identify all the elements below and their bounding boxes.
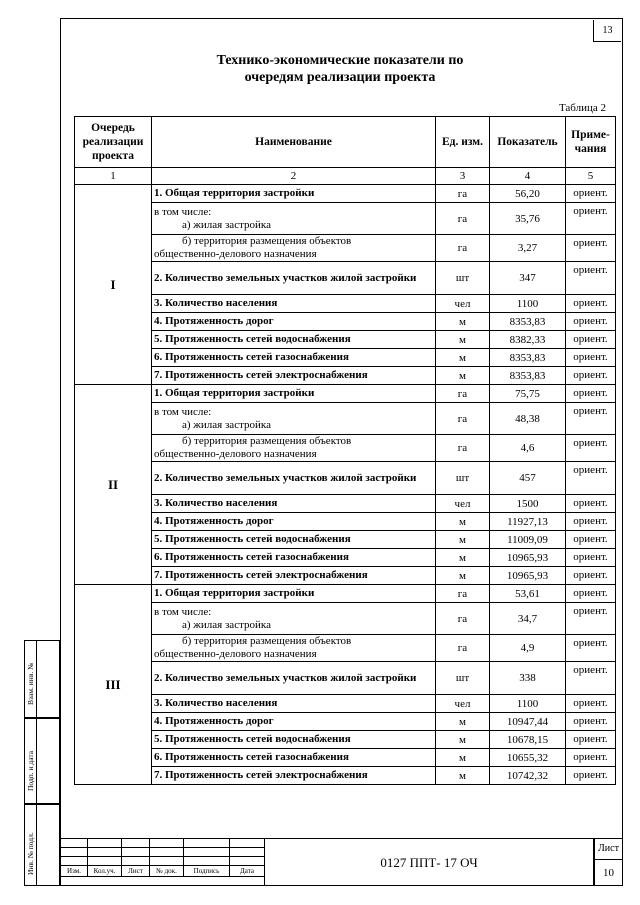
value: 53,61 <box>490 585 566 603</box>
value: 8382,33 <box>490 331 566 349</box>
value: 4,9 <box>490 635 566 662</box>
table-row <box>75 495 616 513</box>
indicator-name <box>152 635 436 662</box>
indicator-name <box>152 295 436 313</box>
note: ориент. <box>566 695 616 713</box>
indicator-name-text: 5. Протяженность сетей водоснабжения <box>154 333 351 345</box>
sheet-box <box>594 838 623 886</box>
note: ориент. <box>566 731 616 749</box>
note: ориент. <box>566 385 616 403</box>
unit: га <box>436 235 490 262</box>
indicator-name <box>152 185 436 203</box>
side-strip-signature <box>24 718 60 804</box>
stage-label: II <box>75 385 152 585</box>
title-line-1: Технико-экономические показатели по <box>216 53 464 68</box>
table-row <box>75 295 616 313</box>
indicator-name-text: 1. Общая территория застройки <box>154 187 315 199</box>
unit: м <box>436 713 490 731</box>
stamp-col-change: Изм. <box>61 866 88 877</box>
table-row <box>75 603 616 635</box>
indicator-name <box>152 385 436 403</box>
title-line-2: очередям реализации проекта <box>244 70 436 85</box>
value: 347 <box>490 262 566 295</box>
value: 34,7 <box>490 603 566 635</box>
header-unit: Ед. изм. <box>436 117 490 168</box>
title-block <box>60 838 623 886</box>
note: ориент. <box>566 567 616 585</box>
indicator-name-text: 2. Количество земельных участков жилой застройки <box>154 271 417 284</box>
sheet-number: 10 <box>603 867 614 879</box>
table-row <box>75 549 616 567</box>
note: ориент. <box>566 462 616 495</box>
table-row <box>75 662 616 695</box>
table-row <box>75 695 616 713</box>
note: ориент. <box>566 313 616 331</box>
value: 75,75 <box>490 385 566 403</box>
indicator-name-text: 4. Протяженность дорог <box>154 515 274 527</box>
header-value: Показатель <box>490 117 566 168</box>
unit: чел <box>436 495 490 513</box>
value: 10742,32 <box>490 767 566 785</box>
note: ориент. <box>566 185 616 203</box>
table-row <box>75 367 616 385</box>
note: ориент. <box>566 203 616 235</box>
table-row <box>75 462 616 495</box>
value: 8353,83 <box>490 313 566 331</box>
stamp-grid <box>60 838 265 877</box>
note: ориент. <box>566 513 616 531</box>
indicator-name-text: 5. Протяженность сетей водоснабжения <box>154 733 351 745</box>
unit: га <box>436 603 490 635</box>
side-label-signature: Подп. и дата <box>26 750 35 791</box>
document-code: 0127 ППТ- 17 ОЧ <box>264 838 594 886</box>
unit: м <box>436 313 490 331</box>
value: 10678,15 <box>490 731 566 749</box>
note: ориент. <box>566 262 616 295</box>
indicator-name-text: 4. Протяженность дорог <box>154 715 274 727</box>
table-header-row <box>75 117 616 168</box>
indicator-name <box>152 549 436 567</box>
sub-item-public-cont: общественно-делового назначения <box>154 448 317 460</box>
value: 48,38 <box>490 403 566 435</box>
col-number: 1 <box>75 168 152 185</box>
value: 11927,13 <box>490 513 566 531</box>
unit: га <box>436 635 490 662</box>
sub-item-residential: а) жилая застройка <box>182 218 271 231</box>
value: 8353,83 <box>490 367 566 385</box>
stage-label: I <box>75 185 152 385</box>
note: ориент. <box>566 435 616 462</box>
value: 56,20 <box>490 185 566 203</box>
note: ориент. <box>566 349 616 367</box>
table-row <box>75 513 616 531</box>
col-number: 4 <box>490 168 566 185</box>
note: ориент. <box>566 585 616 603</box>
unit: м <box>436 349 490 367</box>
header-notes: Приме-чания <box>566 117 616 168</box>
header-name: Наименование <box>152 117 436 168</box>
indicator-name <box>152 313 436 331</box>
table-row <box>75 567 616 585</box>
including-label: в том числе: <box>154 605 212 618</box>
indicators-table <box>74 116 616 785</box>
indicator-name <box>152 367 436 385</box>
unit: шт <box>436 462 490 495</box>
indicator-name-text: 3. Количество населения <box>154 497 278 509</box>
indicator-name <box>152 513 436 531</box>
sub-item-residential: а) жилая застройка <box>182 618 271 631</box>
page-number: 13 <box>593 20 621 42</box>
indicator-name <box>152 731 436 749</box>
sub-item-public: б) территория размещения объектов <box>182 635 352 647</box>
side-strip-replacement <box>24 640 60 718</box>
note: ориент. <box>566 367 616 385</box>
indicator-name-text: 1. Общая территория застройки <box>154 587 315 599</box>
indicator-name-text: 5. Протяженность сетей водоснабжения <box>154 533 351 545</box>
indicator-name <box>152 695 436 713</box>
indicator-name-text: 6. Протяженность сетей газоснабжения <box>154 351 349 363</box>
unit: га <box>436 435 490 462</box>
unit: га <box>436 403 490 435</box>
unit: га <box>436 385 490 403</box>
indicator-name <box>152 331 436 349</box>
indicator-name-text: 6. Протяженность сетей газоснабжения <box>154 551 349 563</box>
indicator-name-text: 6. Протяженность сетей газоснабжения <box>154 751 349 763</box>
indicator-name-text: 7. Протяженность сетей электроснабжения <box>154 369 368 381</box>
including-label: в том числе: <box>154 205 212 218</box>
value: 10655,32 <box>490 749 566 767</box>
unit: га <box>436 185 490 203</box>
unit: м <box>436 513 490 531</box>
col-number: 3 <box>436 168 490 185</box>
note: ориент. <box>566 549 616 567</box>
indicator-name <box>152 713 436 731</box>
indicator-name-text: 7. Протяженность сетей электроснабжения <box>154 769 368 781</box>
unit: м <box>436 767 490 785</box>
indicator-name <box>152 767 436 785</box>
indicator-name <box>152 662 436 695</box>
value: 11009,09 <box>490 531 566 549</box>
table-row <box>75 713 616 731</box>
table-row <box>75 635 616 662</box>
unit: м <box>436 331 490 349</box>
unit: м <box>436 567 490 585</box>
note: ориент. <box>566 235 616 262</box>
col-number: 2 <box>152 168 436 185</box>
value: 338 <box>490 662 566 695</box>
unit: м <box>436 531 490 549</box>
indicator-name-text: 3. Количество населения <box>154 697 278 709</box>
indicator-name <box>152 203 436 235</box>
table-row <box>75 585 616 603</box>
value: 1100 <box>490 295 566 313</box>
unit: га <box>436 585 490 603</box>
note: ориент. <box>566 531 616 549</box>
sub-item-public: б) территория размещения объектов <box>182 435 352 447</box>
value: 10965,93 <box>490 567 566 585</box>
unit: чел <box>436 695 490 713</box>
indicator-name <box>152 567 436 585</box>
table-row <box>75 731 616 749</box>
side-label-inventory: Инв. № подл. <box>26 832 35 875</box>
column-number-row <box>75 168 616 185</box>
table-row <box>75 331 616 349</box>
note: ориент. <box>566 635 616 662</box>
indicator-name <box>152 585 436 603</box>
table-row <box>75 531 616 549</box>
note: ориент. <box>566 295 616 313</box>
table-row <box>75 749 616 767</box>
stamp-col-doc: № док. <box>150 866 184 877</box>
including-label: в том числе: <box>154 405 212 418</box>
value: 10965,93 <box>490 549 566 567</box>
table-row <box>75 203 616 235</box>
indicator-name <box>152 462 436 495</box>
header-stage: Очередь реализации проекта <box>75 117 152 168</box>
value: 4,6 <box>490 435 566 462</box>
indicator-name <box>152 403 436 435</box>
stamp-col-sheet: Лист <box>122 866 150 877</box>
col-number: 5 <box>566 168 616 185</box>
value: 10947,44 <box>490 713 566 731</box>
value: 1500 <box>490 495 566 513</box>
table-row <box>75 313 616 331</box>
note: ориент. <box>566 662 616 695</box>
indicator-name <box>152 495 436 513</box>
unit: чел <box>436 295 490 313</box>
table-row <box>75 385 616 403</box>
indicator-name-text: 7. Протяженность сетей электроснабжения <box>154 569 368 581</box>
indicator-name <box>152 749 436 767</box>
note: ориент. <box>566 749 616 767</box>
indicator-name-text: 3. Количество населения <box>154 297 278 309</box>
value: 457 <box>490 462 566 495</box>
unit: м <box>436 749 490 767</box>
table-row <box>75 403 616 435</box>
side-label-replacement: Взам. инв. № <box>26 662 35 705</box>
indicator-name <box>152 435 436 462</box>
unit: шт <box>436 662 490 695</box>
stamp-col-signature: Подпись <box>184 866 230 877</box>
note: ориент. <box>566 713 616 731</box>
note: ориент. <box>566 495 616 513</box>
table-row <box>75 185 616 203</box>
note: ориент. <box>566 767 616 785</box>
note: ориент. <box>566 403 616 435</box>
sheet-label: Лист <box>595 839 622 860</box>
unit: шт <box>436 262 490 295</box>
sub-item-public: б) территория размещения объектов <box>182 235 352 247</box>
sub-item-residential: а) жилая застройка <box>182 418 271 431</box>
unit: м <box>436 549 490 567</box>
indicator-name <box>152 262 436 295</box>
table-row <box>75 262 616 295</box>
note: ориент. <box>566 603 616 635</box>
indicator-name-text: 2. Количество земельных участков жилой застройки <box>154 671 417 684</box>
value: 35,76 <box>490 203 566 235</box>
indicator-name <box>152 603 436 635</box>
stage-label: III <box>75 585 152 785</box>
table-row <box>75 767 616 785</box>
value: 8353,83 <box>490 349 566 367</box>
side-strip-inventory <box>24 804 60 886</box>
indicator-name-text: 2. Количество земельных участков жилой застройки <box>154 471 417 484</box>
note: ориент. <box>566 331 616 349</box>
value: 1100 <box>490 695 566 713</box>
indicator-name-text: 1. Общая территория застройки <box>154 387 315 399</box>
sub-item-public-cont: общественно-делового назначения <box>154 248 317 260</box>
unit: га <box>436 203 490 235</box>
unit: м <box>436 367 490 385</box>
table-caption: Таблица 2 <box>558 102 606 114</box>
table-row <box>75 235 616 262</box>
indicator-name <box>152 349 436 367</box>
stamp-col-date: Дата <box>230 866 265 877</box>
table-row <box>75 435 616 462</box>
indicator-name <box>152 531 436 549</box>
stamp-col-count: Кол.уч. <box>88 866 122 877</box>
table-row <box>75 349 616 367</box>
value: 3,27 <box>490 235 566 262</box>
unit: м <box>436 731 490 749</box>
indicator-name <box>152 235 436 262</box>
document-title <box>130 52 550 86</box>
indicator-name-text: 4. Протяженность дорог <box>154 315 274 327</box>
sub-item-public-cont: общественно-делового назначения <box>154 648 317 660</box>
